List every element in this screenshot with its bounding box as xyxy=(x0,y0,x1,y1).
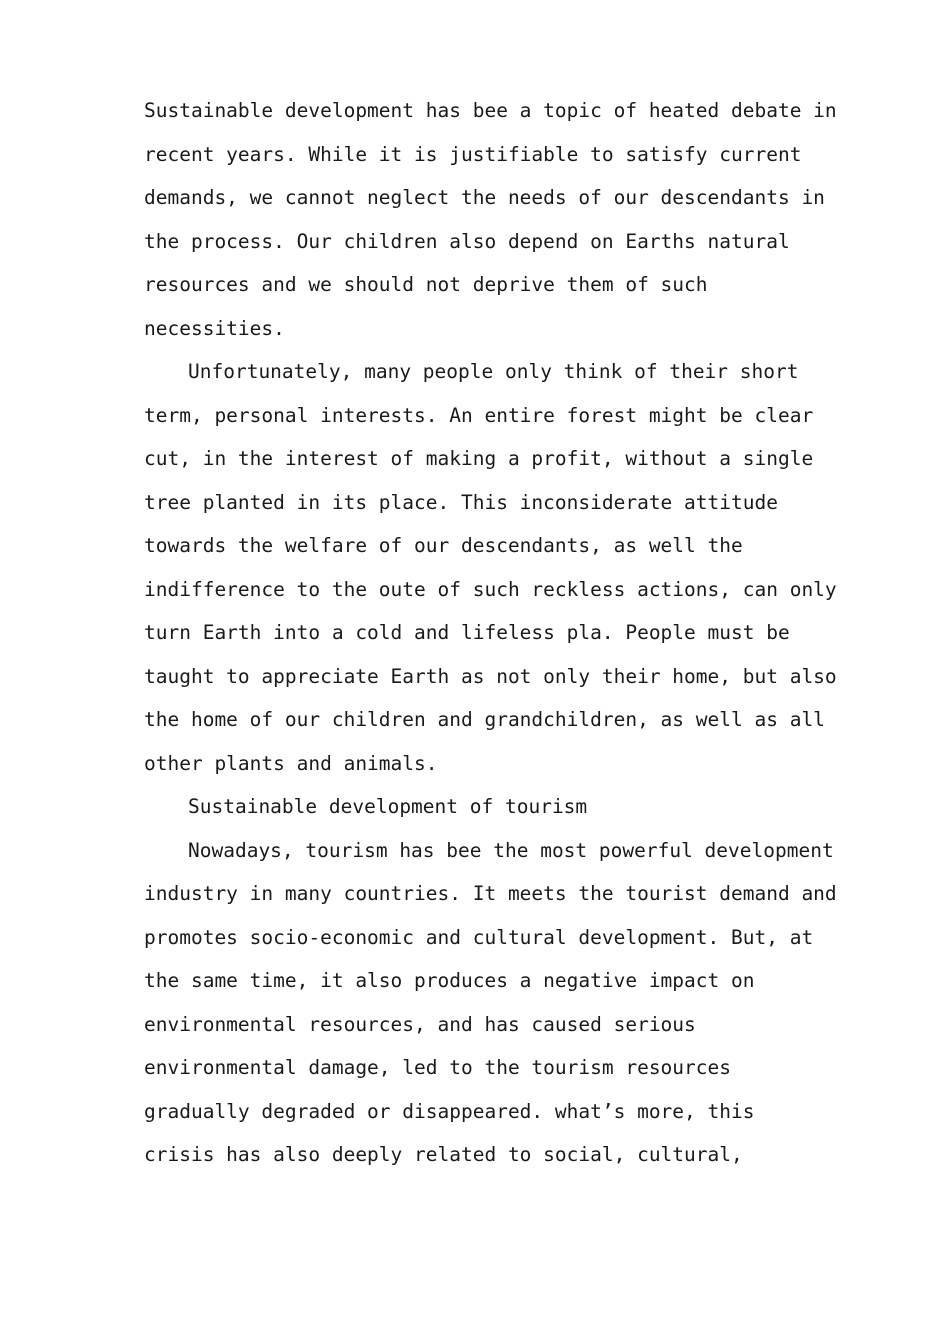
text-line: crisis has also deeply related to social, cultural, xyxy=(144,1143,743,1166)
text-line: Unfortunately, many people only think of their short xyxy=(188,360,799,383)
paragraph-short-term-interests xyxy=(144,350,837,785)
text-line: necessities. xyxy=(144,316,285,340)
text-line: tree planted in its place. This inconsiderate attitude xyxy=(144,490,778,514)
text-line: recent years. While it is justifiable to satisfy current xyxy=(144,142,802,166)
text-line: Nowadays, tourism has bee the most powerful development xyxy=(188,838,834,862)
text-line: resources and we should not deprive them of such xyxy=(144,273,708,296)
text-line: the process. Our children also depend on Earths natural xyxy=(144,229,790,253)
text-line: indifference to the oute of such reckless actions, can only xyxy=(144,577,837,601)
text-line: the home of our children and grandchildren, as well as all xyxy=(144,708,825,731)
text-line: turn Earth into a cold and lifeless pla. People must be xyxy=(144,621,790,644)
text-line: cut, in the interest of making a profit, without a single xyxy=(144,447,814,470)
text-line: demands, we cannot neglect the needs of our descendants in xyxy=(144,186,825,209)
text-line: industry in many countries. It meets the tourist demand and xyxy=(144,882,837,905)
section-heading: Sustainable development of tourism xyxy=(188,795,588,818)
text-line: term, personal interests. An entire forest might be clear xyxy=(144,403,814,427)
text-line: the same time, it also produces a negative impact on xyxy=(144,969,755,992)
text-line: gradually degraded or disappeared. what’s more, this xyxy=(144,1099,755,1123)
text-line: environmental resources, and has caused serious xyxy=(144,1012,696,1036)
document-page xyxy=(144,89,837,1177)
section-heading-tourism xyxy=(144,785,816,829)
text-line: taught to appreciate Earth as not only their home, but also xyxy=(144,664,837,688)
text-line: towards the welfare of our descendants, as well the xyxy=(144,534,743,557)
paragraph-intro xyxy=(144,89,837,350)
paragraph-tourism xyxy=(144,829,837,1177)
text-line: promotes socio-economic and cultural development. But, at xyxy=(144,925,814,949)
text-line: other plants and animals. xyxy=(144,751,438,775)
text-line: environmental damage, led to the tourism resources xyxy=(144,1056,731,1079)
text-line: Sustainable development has bee a topic of heated debate in xyxy=(144,99,837,122)
